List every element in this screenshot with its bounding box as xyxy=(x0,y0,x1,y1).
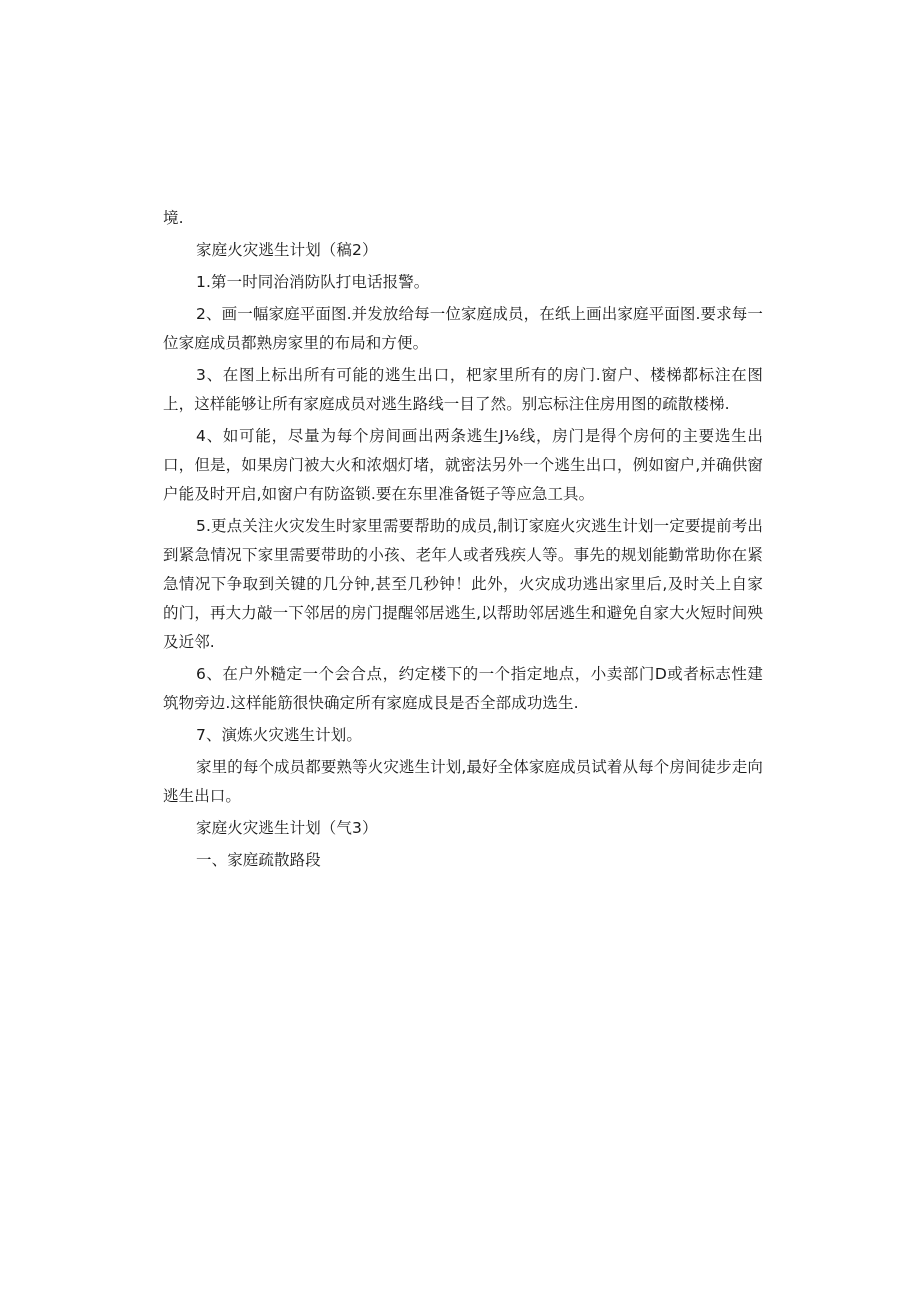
subsection-heading-evacuation-route: 一、家庭疏散路段 xyxy=(196,851,321,869)
list-item-5: 5.更点关注火灾发生时家里需要帮助的成员,制订家庭火灾逃生计划一定要提前考出到紧急情况下家里需要带助的小孩、老年人或者残疾人等。事先的规划能勤常助你在紧急情况下争取到关键的几分钟,甚至几秒钟！此外，火灾成功逃出家里后,及时关上自家的门，再大力敲一下邻居的房门提醒邻居逃生,以帮助邻居逃生和避免自家大火短时间殃及近邻. xyxy=(163,517,763,651)
paragraph-continuation: 境. xyxy=(163,209,184,227)
list-item-4: 4、如可能，尽量为每个房间画出两条逃生J⅛线，房门是得个房何的主要选生出口，但是，如果房门被大火和浓烟灯堵，就密法另外一个逃生出口，例如窗户,并确供窗户能及时开启,如窗户有防盗锁.要在东里准备铤子等应急工具。 xyxy=(163,427,763,503)
list-item-2: 2、画一幅家庭平面图.并发放给每一位家庭成员，在纸上画出家庭平面图.要求每一位家庭成员都熟房家里的布局和方便。 xyxy=(163,305,763,352)
paragraph-practice: 家里的每个成员都要熟等火灾逃生计划,最好全体家庭成员试着从每个房间徒步走向逃生出口。 xyxy=(163,758,763,805)
list-item-6: 6、在户外糙定一个会合点，约定楼下的一个指定地点，小卖部门D或者标志性建筑物旁边.这样能筋很快确定所有家庭成艮是否全部成功选生. xyxy=(163,665,763,712)
list-item-7: 7、演炼火灾逃生计划。 xyxy=(196,726,362,744)
section-heading-plan-2: 家庭火灾逃生计划（稿2） xyxy=(196,241,378,259)
list-item-1: 1.第一时同治消防队打电话报警。 xyxy=(196,273,430,291)
section-heading-plan-3: 家庭火灾逃生计划（气3） xyxy=(196,819,378,837)
document-body xyxy=(163,204,763,878)
list-item-3: 3、在图上标出所有可能的逃生出口，杷家里所有的房门.窗户、楼梯都标注在图上，这样能够让所有家庭成员对逃生路线一目了然。别忘标注住房用图的疏散楼梯. xyxy=(163,366,763,413)
